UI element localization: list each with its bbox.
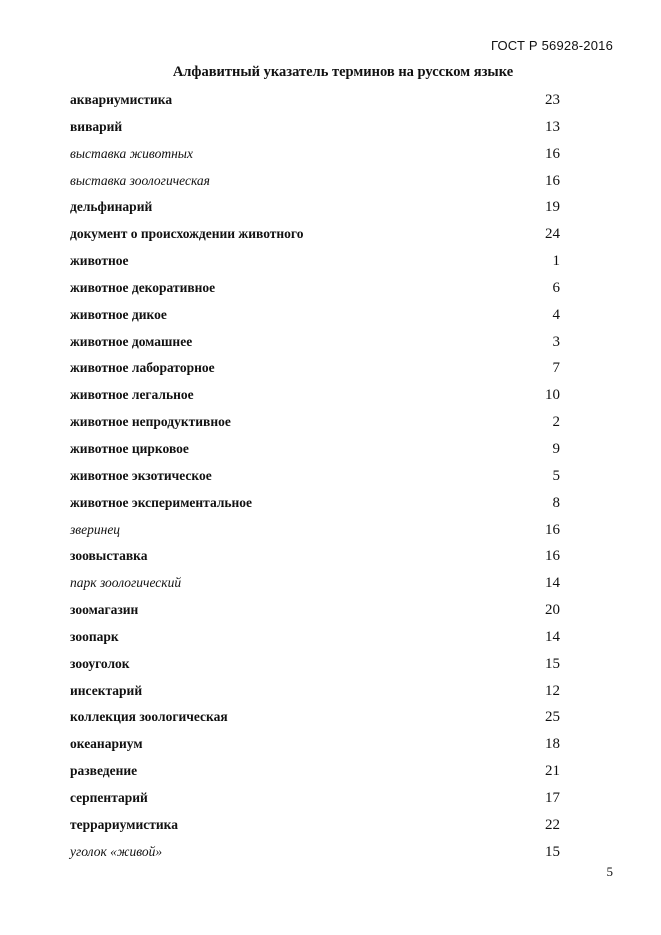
index-term: террариумистика — [70, 816, 178, 832]
index-entry — [70, 87, 560, 114]
index-page-ref: 7 — [552, 360, 560, 377]
index-page-ref: 8 — [552, 494, 560, 511]
index-term: животное экспериментальное — [70, 494, 253, 510]
index-entry — [70, 275, 560, 302]
index-entry — [70, 731, 560, 758]
index-term: животное непродуктивное — [70, 414, 231, 430]
index-entry — [70, 651, 560, 678]
page-title: Алфавитный указатель терминов на русском языке — [172, 64, 514, 80]
index-entry — [70, 463, 560, 490]
index-entry — [70, 704, 560, 731]
index-term: инсектарий — [70, 682, 143, 698]
index-page-ref: 3 — [552, 333, 560, 350]
index-term: животное экзотическое — [70, 467, 212, 483]
index-term: зверинец — [70, 521, 121, 537]
index-page-ref: 4 — [552, 306, 560, 323]
index-entry — [70, 785, 560, 812]
index-term: зооуголок — [70, 655, 130, 671]
index-term: серпентарий — [70, 789, 148, 805]
index-term: зоовыставка — [70, 548, 148, 564]
index-term: океанариум — [70, 736, 143, 752]
index-entry — [70, 329, 560, 356]
index-entry — [70, 382, 560, 409]
index-entry — [70, 624, 560, 651]
index-term: зоомагазин — [70, 602, 139, 618]
index-entry — [70, 839, 560, 866]
index-entry — [70, 436, 560, 463]
index-term: парк зоологический — [70, 575, 182, 591]
index-entry — [70, 490, 560, 517]
index-term: животное лабораторное — [70, 360, 215, 376]
index-entry — [70, 248, 560, 275]
index-entry — [70, 812, 560, 839]
index-page-ref: 16 — [545, 172, 560, 189]
index-term: выставка животных — [70, 145, 193, 161]
index-entry — [70, 302, 560, 329]
index-term: животное дикое — [70, 306, 167, 322]
index-entry — [70, 168, 560, 195]
index-term: уголок «живой» — [70, 843, 163, 859]
index-page-ref: 12 — [545, 682, 560, 699]
index-entry — [70, 570, 560, 597]
index-term: животное — [70, 253, 129, 269]
index-entry — [70, 355, 560, 382]
index-term: животное легальное — [70, 387, 194, 403]
index-entry — [70, 114, 560, 141]
index-term: зоопарк — [70, 628, 119, 644]
index-entry — [70, 758, 560, 785]
index-page-ref: 16 — [545, 521, 560, 538]
index-page-ref: 10 — [545, 387, 560, 404]
index-entry — [70, 141, 560, 168]
index-page-ref: 17 — [545, 789, 560, 806]
index-page-ref: 19 — [545, 199, 560, 216]
index-page-ref: 18 — [545, 736, 560, 753]
index-page-ref: 14 — [545, 575, 560, 592]
index-page-ref: 9 — [552, 440, 560, 457]
index-term: коллекция зоологическая — [70, 709, 228, 725]
index-page-ref: 22 — [545, 816, 560, 833]
index-entry — [70, 409, 560, 436]
index-page-ref: 24 — [545, 226, 560, 243]
index-term: животное цирковое — [70, 440, 189, 456]
term-index-list — [70, 87, 560, 865]
index-page-ref: 5 — [552, 467, 560, 484]
index-page-ref: 20 — [545, 602, 560, 619]
index-page-ref: 16 — [545, 548, 560, 565]
index-entry — [70, 194, 560, 221]
index-entry — [70, 597, 560, 624]
index-entry — [70, 221, 560, 248]
page-number: 5 — [606, 864, 613, 879]
index-entry — [70, 543, 560, 570]
index-page-ref: 14 — [545, 628, 560, 645]
index-term: дельфинарий — [70, 199, 153, 215]
index-page-ref: 2 — [552, 414, 560, 431]
index-term: животное домашнее — [70, 333, 193, 349]
index-term: аквариумистика — [70, 92, 173, 107]
index-page-ref: 23 — [545, 92, 560, 108]
index-page-ref: 1 — [552, 253, 560, 270]
index-page-ref: 25 — [545, 709, 560, 726]
index-page-ref: 13 — [545, 118, 560, 135]
index-page-ref: 6 — [552, 279, 560, 296]
index-term: документ о происхождении животного — [70, 226, 304, 242]
index-page-ref: 15 — [545, 655, 560, 672]
index-term: виварий — [70, 118, 123, 134]
index-term: выставка зоологическая — [70, 172, 210, 188]
index-term: животное декоративное — [70, 279, 216, 295]
index-entry — [70, 678, 560, 705]
index-page-ref: 21 — [545, 763, 560, 780]
index-term: разведение — [70, 763, 138, 779]
index-page-ref: 15 — [545, 843, 560, 860]
index-entry — [70, 517, 560, 544]
standard-designation: ГОСТ Р 56928-2016 — [490, 38, 613, 53]
index-page-ref: 16 — [545, 145, 560, 162]
